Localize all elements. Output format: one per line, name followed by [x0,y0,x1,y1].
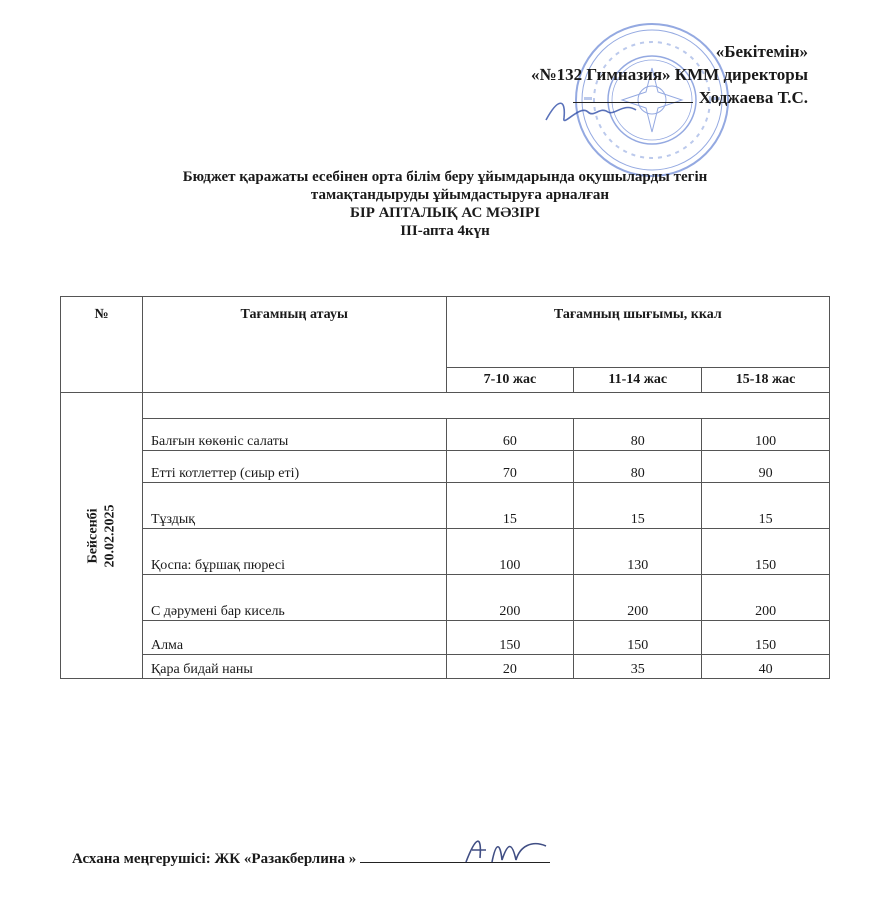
kcal-15-18: 15 [702,483,830,529]
document-heading [100,168,790,240]
kcal-15-18: 100 [702,419,830,451]
signature-underline [360,848,550,863]
kcal-15-18: 150 [702,621,830,655]
table-row [61,621,830,655]
kcal-15-18: 40 [702,655,830,679]
kcal-7-10: 15 [446,483,574,529]
heading-week-day: ІІІ-апта 4күн [400,223,490,239]
column-header-yield: Тағамның шығымы, ккал [446,297,829,368]
signature-underline [573,88,693,103]
kcal-7-10: 60 [446,419,574,451]
age-header-7-10: 7-10 жас [446,368,574,393]
kcal-11-14: 80 [574,419,702,451]
kcal-7-10: 20 [446,655,574,679]
kcal-11-14: 80 [574,451,702,483]
table-row [61,419,830,451]
dish-name: Етті котлеттер (сиыр еті) [142,451,446,483]
kcal-11-14: 130 [574,529,702,575]
day-date: 20.02.2025 [102,504,118,567]
day-name: Бейсенбі [85,507,101,564]
dish-name: Алма [142,621,446,655]
heading-line-1: Бюджет қаражаты есебінен орта білім беру ұйымдарында оқушыларды тегін [182,169,708,185]
kcal-15-18: 150 [702,529,830,575]
kcal-11-14: 200 [574,575,702,621]
dish-name: Қоспа: бұршақ пюресі [142,529,446,575]
age-header-15-18: 15-18 жас [702,368,830,393]
table-row [61,529,830,575]
spacer-cell [142,393,829,419]
table-row [61,483,830,529]
table-spacer-row [61,393,830,419]
footer-signature [72,848,550,868]
approval-position: «№132 Гимназия» КММ директоры [531,65,808,84]
canteen-manager-label: Асхана меңгерушісі: ЖК «Разакберлина » [72,851,357,867]
age-header-11-14: 11-14 жас [574,368,702,393]
approval-title: «Бекітемін» [715,42,808,61]
kcal-7-10: 150 [446,621,574,655]
approval-signature-line [428,86,808,109]
kcal-15-18: 200 [702,575,830,621]
table-row [61,451,830,483]
heading-title: БІР АПТАЛЫҚ АС МӘЗІРІ [349,205,541,221]
column-header-dish-name: Тағамның атауы [142,297,446,393]
dish-name: Балғын көкөніс салаты [142,419,446,451]
approval-block [428,40,808,109]
kcal-11-14: 150 [574,621,702,655]
kcal-15-18: 90 [702,451,830,483]
kcal-7-10: 70 [446,451,574,483]
day-cell [61,393,143,679]
day-label [84,504,118,567]
menu-table [60,296,830,679]
column-header-number: № [61,297,143,393]
dish-name: С дәрумені бар кисель [142,575,446,621]
kcal-11-14: 15 [574,483,702,529]
table-row [61,655,830,679]
kcal-7-10: 100 [446,529,574,575]
heading-line-2: тамақтандыруды ұйымдастыруға арналған [310,187,610,203]
kcal-11-14: 35 [574,655,702,679]
dish-name: Тұздық [142,483,446,529]
kcal-7-10: 200 [446,575,574,621]
dish-name: Қара бидай наны [142,655,446,679]
table-row [61,575,830,621]
table-header-row [61,297,830,368]
director-name: Ходжаева Т.С. [698,88,808,107]
